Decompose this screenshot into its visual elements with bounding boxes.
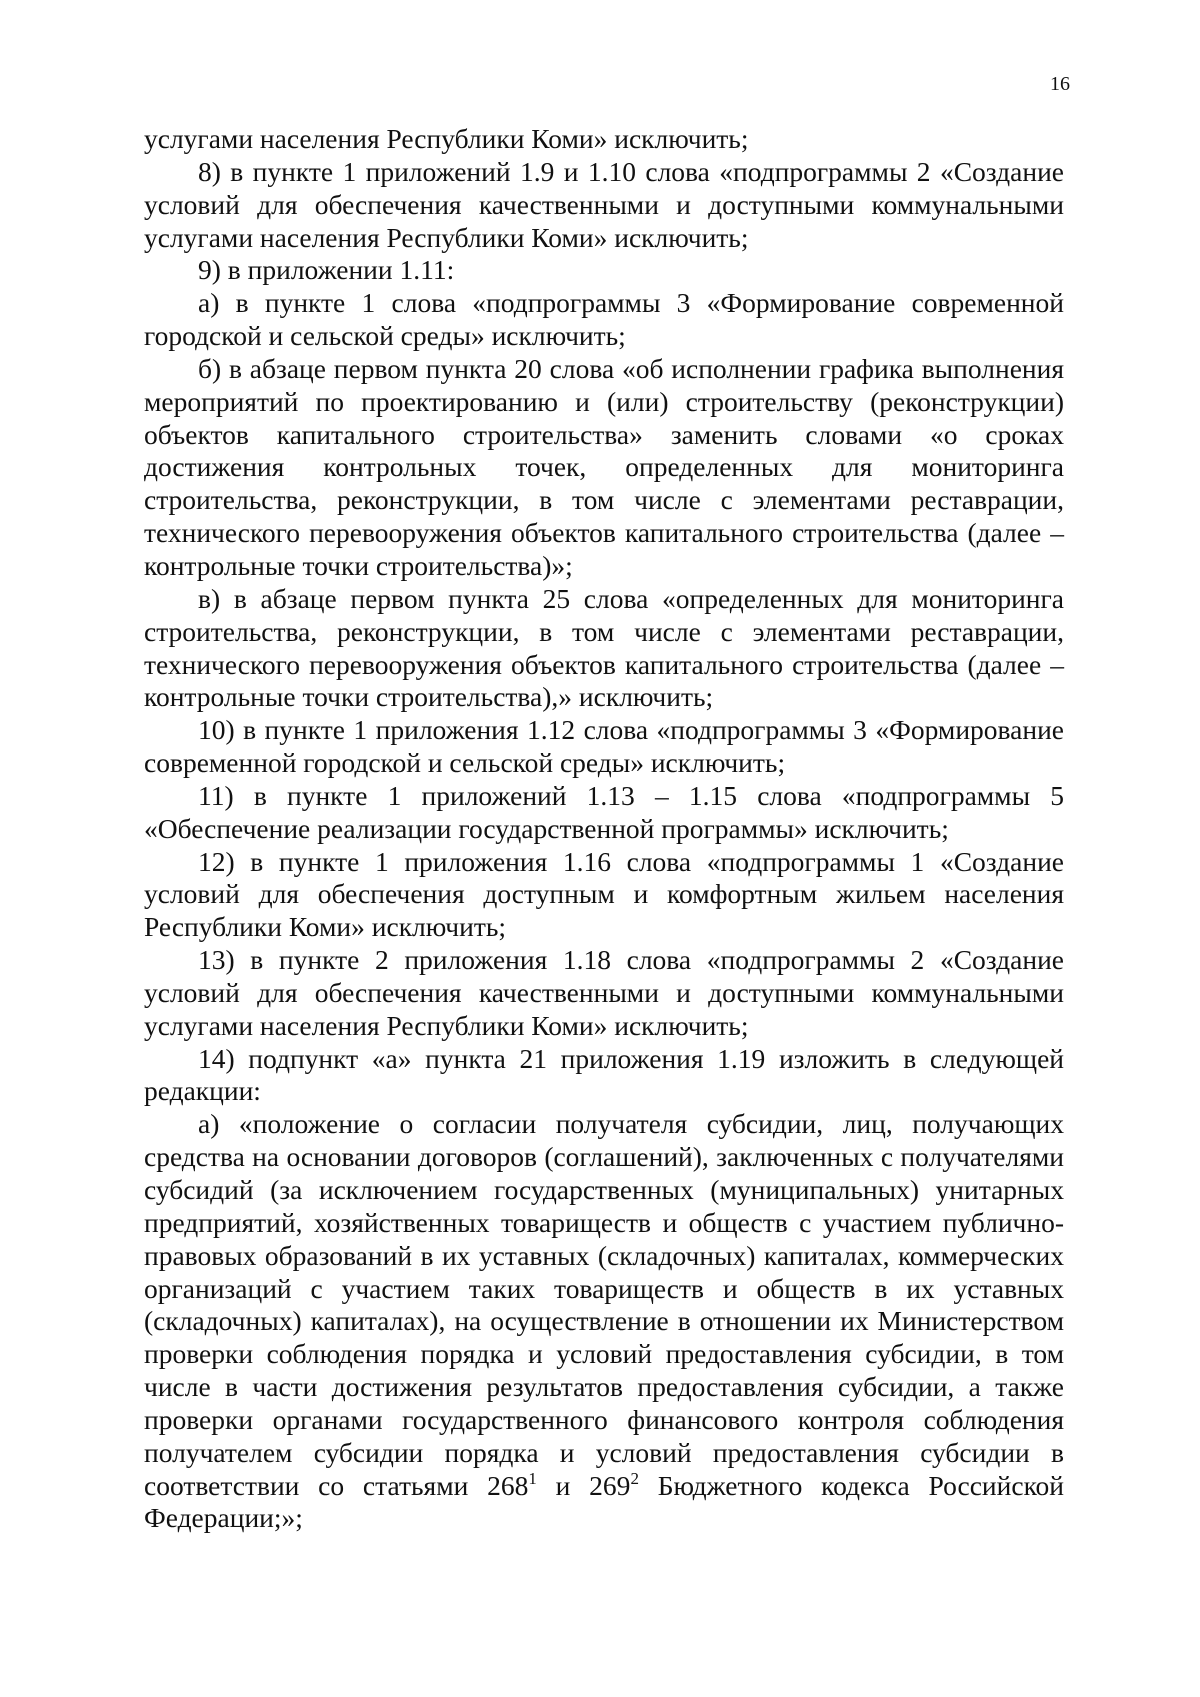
- superscript: 1: [528, 1468, 537, 1488]
- paragraph-item-13: 13) в пункте 2 приложения 1.18 слова «подпрограммы 2 «Создание условий для обеспечения качественными и доступными коммунальными услугами населения Республики Коми» исключить;: [144, 944, 1064, 1041]
- paragraph-item-14a: [144, 1108, 1064, 1535]
- paragraph-item-14: 14) подпункт «а» пункта 21 приложения 1.19 изложить в следующей редакции:: [144, 1042, 1064, 1107]
- paragraph-text: Бюджетного кодекса Российской Федерации;»;: [144, 1469, 1064, 1534]
- paragraph-item-9: 9) в приложении 1.11:: [198, 254, 455, 286]
- paragraph-item-10: 10) в пункте 1 приложения 1.12 слова «подпрограммы 3 «Формирование современной городской и сельской среды» исключить;: [144, 714, 1064, 779]
- paragraph-item-12: 12) в пункте 1 приложения 1.16 слова «подпрограммы 1 «Создание условий для обеспечения доступным и комфортным жильем населения Республики Коми» исключить;: [144, 845, 1064, 943]
- paragraph-item-9v: в) в абзаце первом пункта 25 слова «определенных для мониторинга строительства, реконструкции, в том числе с элементами реставрации, технического перевооружения объектов капитального строительства (далее – контрольные точки строительства),» исключить;: [144, 582, 1064, 713]
- document-body: [144, 123, 1064, 1535]
- paragraph-text: а) «положение о согласии получателя субсидии, лиц, получающих средства на основании договоров (соглашений), заключенных с получателями субсидий (за исключением государственных (муниципальных) унитарных предприятий, хозяйственных товариществ и обществ с участием публично-правовых образований в их уставных (складочных) капиталах, коммерческих организаций с участием таких товариществ и обществ в их уставных (складочных) капиталах), на осуществление в отношении их Министерством проверки соблюдения порядка и условий предоставления субсидии, в том числе в части достижения результатов предоставления субсидии, а также проверки органами государственного финансового контроля соблюдения получателем субсидии порядка и условий предоставления субсидии в соответствии со статьями 268: [144, 1108, 1064, 1501]
- paragraph-item-11: 11) в пункте 1 приложений 1.13 – 1.15 слова «подпрограммы 5 «Обеспечение реализации государственной программы» исключить;: [144, 779, 1064, 844]
- paragraph-item-9a: а) в пункте 1 слова «подпрограммы 3 «Формирование современной городской и сельской среды» исключить;: [144, 287, 1064, 352]
- paragraph-continuation: услугами населения Республики Коми» исключить;: [144, 123, 749, 154]
- page-number: 16: [1050, 73, 1070, 95]
- superscript: 2: [630, 1468, 639, 1488]
- paragraph-text: и 269: [536, 1469, 631, 1501]
- paragraph-item-9b: б) в абзаце первом пункта 20 слова «об исполнении графика выполнения мероприятий по проектированию и (или) строительству (реконструкции) объектов капитального строительства» заменить словами «о сроках достижения контрольных точек, определенных для мониторинга строительства, реконструкции, в том числе с элементами реставрации, технического перевооружения объектов капитального строительства (далее – контрольные точки строительства)»;: [144, 352, 1064, 581]
- paragraph-item-8: 8) в пункте 1 приложений 1.9 и 1.10 слова «подпрограммы 2 «Создание условий для обеспечения качественными и доступными коммунальными услугами населения Республики Коми» исключить;: [144, 155, 1064, 253]
